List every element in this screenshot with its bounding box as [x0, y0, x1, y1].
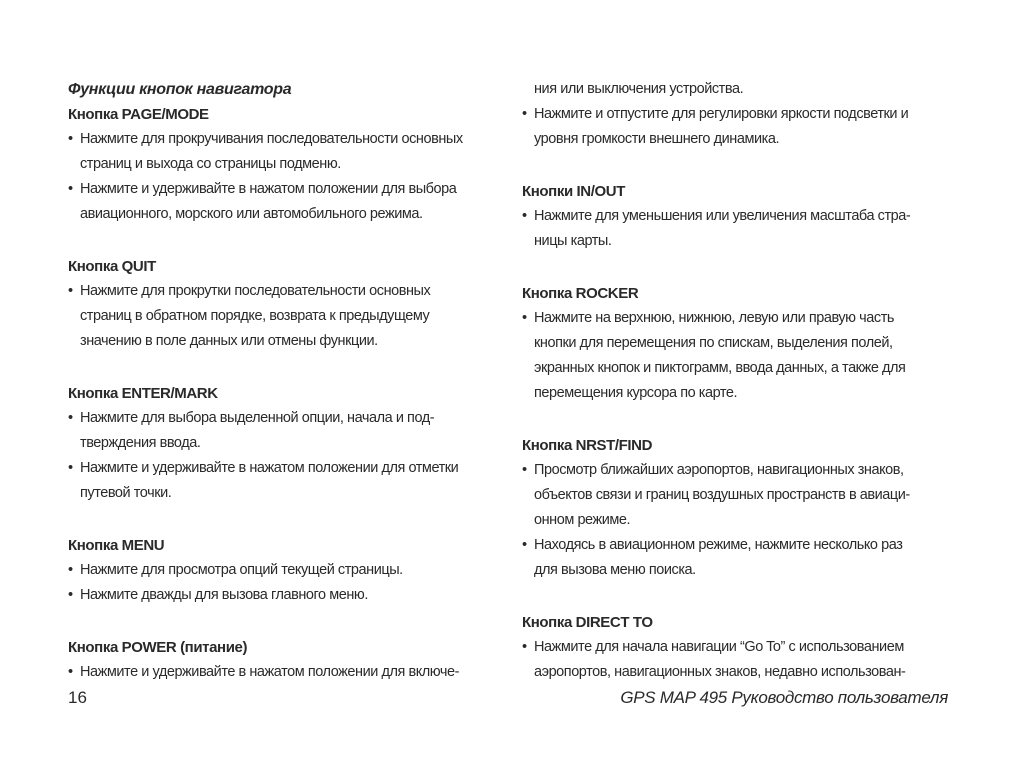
bullet-marker: • [68, 131, 73, 147]
bullet-marker: • [68, 460, 73, 476]
bullet-line [68, 660, 508, 685]
bullet-text: уровня громкости внешнего динамика. [534, 131, 780, 147]
section [68, 102, 508, 227]
bullet-line [522, 660, 962, 685]
section-heading: Кнопка NRST/FIND [522, 437, 653, 454]
bullet-text: страниц в обратном порядке, возврата к предыдущему [80, 308, 430, 324]
bullet-line [522, 381, 962, 406]
section-heading: Кнопка ENTER/MARK [68, 385, 218, 402]
section [68, 254, 508, 354]
bullet-line [68, 329, 508, 354]
section-heading: Кнопка MENU [68, 537, 165, 554]
bullet-line [522, 533, 962, 558]
bullet-text: ницы карты. [534, 233, 612, 249]
bullet-line [68, 279, 508, 304]
bullet-marker: • [68, 587, 73, 603]
left-column [68, 77, 508, 685]
bullet-text: Нажмите и отпустите для регулировки яркости подсветки и [534, 106, 909, 122]
bullet-line [68, 456, 508, 481]
bullet-marker: • [522, 106, 527, 122]
bullet-line [522, 508, 962, 533]
bullet-text: экранных кнопок и пиктограмм, ввода данных, а также для [534, 360, 906, 376]
bullet-marker: • [68, 664, 73, 680]
bullet-marker: • [522, 208, 527, 224]
bullet-text: значению в поле данных или отмены функции. [80, 333, 378, 349]
bullet-text: Нажмите для прокручивания последовательности основных [80, 131, 463, 147]
bullet-line [522, 635, 962, 660]
bullet-text: аэропортов, навигационных знаков, недавно использован- [534, 664, 906, 680]
section-heading: Кнопка PAGE/MODE [68, 106, 209, 123]
section [522, 610, 962, 685]
page-title: Функции кнопок навигатора [68, 81, 292, 98]
bullet-text: тверждения ввода. [80, 435, 201, 451]
bullet-line [522, 102, 962, 127]
bullet-line [522, 558, 962, 583]
bullet-text: Находясь в авиационном режиме, нажмите несколько раз [534, 537, 903, 553]
section [68, 381, 508, 506]
bullet-marker: • [68, 181, 73, 197]
bullet-text: Нажмите и удерживайте в нажатом положении для включе- [80, 664, 459, 680]
right-column [522, 77, 962, 685]
bullet-line [68, 127, 508, 152]
bullet-marker: • [522, 639, 527, 655]
bullet-marker: • [522, 310, 527, 326]
page-number: 16 [68, 688, 87, 707]
bullet-line [522, 127, 962, 152]
bullet-line [522, 458, 962, 483]
bullet-line [68, 304, 508, 329]
bullet-text: Нажмите и удерживайте в нажатом положении для выбора [80, 181, 457, 197]
section [68, 635, 508, 685]
bullet-line [522, 331, 962, 356]
bullet-text: путевой точки. [80, 485, 172, 501]
section-heading: Кнопка DIRECT TO [522, 614, 653, 631]
bullet-text: Нажмите для уменьшения или увеличения масштаба стра- [534, 208, 911, 224]
section [522, 102, 962, 152]
bullet-line [522, 306, 962, 331]
bullet-line [68, 406, 508, 431]
bullet-text: перемещения курсора по карте. [534, 385, 738, 401]
section [68, 533, 508, 608]
section-heading: Кнопки IN/OUT [522, 183, 625, 200]
section [522, 433, 962, 583]
bullet-marker: • [68, 562, 73, 578]
bullet-text: Нажмите для выбора выделенной опции, начала и под- [80, 410, 435, 426]
bullet-text: кнопки для перемещения по спискам, выделения полей, [534, 335, 893, 351]
bullet-text: для вызова меню поиска. [534, 562, 696, 578]
bullet-marker: • [522, 537, 527, 553]
bullet-text: Нажмите дважды для вызова главного меню. [80, 587, 368, 603]
bullet-line [522, 204, 962, 229]
bullet-line [68, 558, 508, 583]
bullet-line [522, 356, 962, 381]
bullet-text: страниц и выхода со страницы подменю. [80, 156, 341, 172]
bullet-line [68, 202, 508, 227]
bullet-line [68, 152, 508, 177]
bullet-text: авиационного, морского или автомобильного режима. [80, 206, 423, 222]
section [522, 281, 962, 406]
manual-title: GPS MAP 495 Руководство пользователя [620, 688, 948, 707]
section-heading: Кнопка QUIT [68, 258, 156, 275]
section-heading: Кнопка POWER (питание) [68, 639, 248, 656]
section [522, 179, 962, 254]
bullet-text: Нажмите и удерживайте в нажатом положении для отметки [80, 460, 459, 476]
bullet-line [68, 583, 508, 608]
bullet-line [68, 177, 508, 202]
bullet-text: объектов связи и границ воздушных пространств в авиаци- [534, 487, 910, 503]
continuation-line: ния или выключения устройства. [534, 81, 744, 97]
bullet-text: Нажмите для начала навигации “Go To” с использованием [534, 639, 904, 655]
bullet-text: Нажмите на верхнюю, нижнюю, левую или правую часть [534, 310, 895, 326]
bullet-text: Нажмите для прокрутки последовательности основных [80, 283, 431, 299]
bullet-line [68, 481, 508, 506]
bullet-marker: • [522, 462, 527, 478]
bullet-text: Просмотр ближайших аэропортов, навигационных знаков, [534, 462, 904, 478]
bullet-marker: • [68, 410, 73, 426]
bullet-text: онном режиме. [534, 512, 631, 528]
bullet-line [522, 483, 962, 508]
section-heading: Кнопка ROCKER [522, 285, 639, 302]
bullet-line [68, 431, 508, 456]
bullet-marker: • [68, 283, 73, 299]
bullet-text: Нажмите для просмотра опций текущей страницы. [80, 562, 403, 578]
bullet-line [522, 229, 962, 254]
